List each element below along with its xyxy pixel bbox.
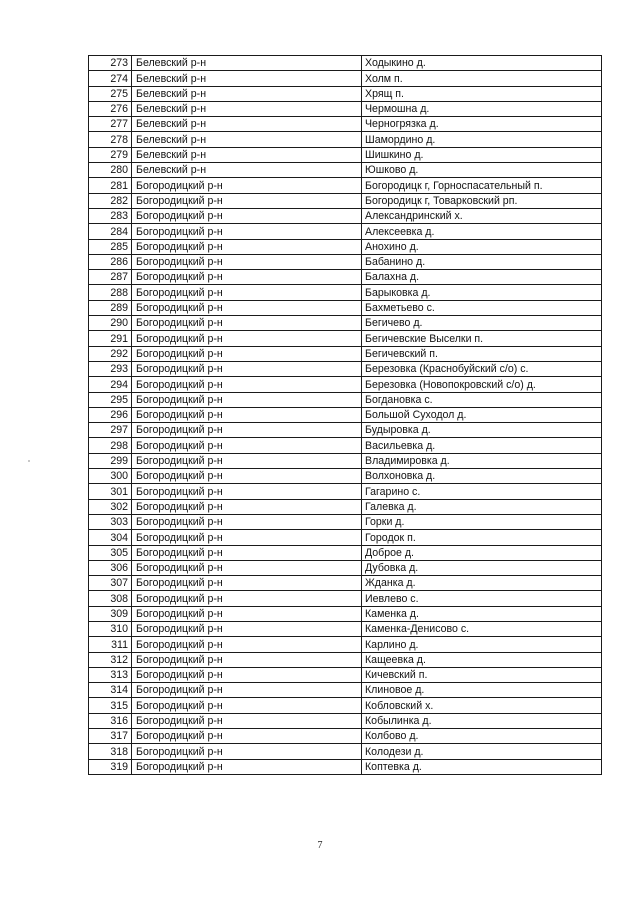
row-number-cell: 294: [89, 377, 132, 392]
table-row: [89, 407, 602, 422]
row-number-cell: 311: [89, 637, 132, 652]
district-cell: Белевский р-н: [132, 101, 362, 116]
locality-cell: Колбово д.: [362, 729, 602, 744]
table-row: [89, 270, 602, 285]
table-row: [89, 744, 602, 759]
district-cell: Богородицкий р-н: [132, 239, 362, 254]
locality-cell: Бахметьево с.: [362, 300, 602, 315]
table-row: [89, 239, 602, 254]
row-number-cell: 281: [89, 178, 132, 193]
locality-cell: Каменка-Денисово с.: [362, 621, 602, 636]
district-cell: Богородицкий р-н: [132, 530, 362, 545]
table-row: [89, 423, 602, 438]
row-number-cell: 286: [89, 254, 132, 269]
district-cell: Богородицкий р-н: [132, 484, 362, 499]
locality-cell: Бегичевские Выселки п.: [362, 331, 602, 346]
district-cell: Белевский р-н: [132, 86, 362, 101]
row-number-cell: 314: [89, 683, 132, 698]
locality-cell: Бегичево д.: [362, 316, 602, 331]
row-number-cell: 275: [89, 86, 132, 101]
table-row: [89, 285, 602, 300]
locality-cell: Чермошна д.: [362, 101, 602, 116]
district-cell: Богородицкий р-н: [132, 316, 362, 331]
district-cell: Богородицкий р-н: [132, 193, 362, 208]
district-cell: Богородицкий р-н: [132, 744, 362, 759]
district-cell: Богородицкий р-н: [132, 698, 362, 713]
row-number-cell: 279: [89, 147, 132, 162]
table-row: [89, 713, 602, 728]
table-row: [89, 316, 602, 331]
table-row: [89, 438, 602, 453]
table-row: [89, 698, 602, 713]
row-number-cell: 302: [89, 499, 132, 514]
row-number-cell: 290: [89, 316, 132, 331]
locality-cell: Александринский х.: [362, 208, 602, 223]
table-row: [89, 117, 602, 132]
table-row: [89, 499, 602, 514]
row-number-cell: 293: [89, 361, 132, 376]
locality-cell: Кобылинка д.: [362, 713, 602, 728]
row-number-cell: 284: [89, 224, 132, 239]
locality-cell: Дубовка д.: [362, 560, 602, 575]
district-cell: Богородицкий р-н: [132, 285, 362, 300]
district-cell: Богородицкий р-н: [132, 545, 362, 560]
table-row: [89, 71, 602, 86]
district-cell: Богородицкий р-н: [132, 392, 362, 407]
row-number-cell: 304: [89, 530, 132, 545]
row-number-cell: 292: [89, 346, 132, 361]
row-number-cell: 297: [89, 423, 132, 438]
row-number-cell: 310: [89, 621, 132, 636]
district-cell: Богородицкий р-н: [132, 514, 362, 529]
row-number-cell: 282: [89, 193, 132, 208]
locality-cell: Шишкино д.: [362, 147, 602, 162]
locality-cell: Березовка (Краснобуйский с/о) с.: [362, 361, 602, 376]
row-number-cell: 288: [89, 285, 132, 300]
district-cell: Богородицкий р-н: [132, 438, 362, 453]
row-number-cell: 318: [89, 744, 132, 759]
table-row: [89, 652, 602, 667]
row-number-cell: 305: [89, 545, 132, 560]
district-cell: Белевский р-н: [132, 163, 362, 178]
district-cell: Богородицкий р-н: [132, 606, 362, 621]
table-row: [89, 545, 602, 560]
row-number-cell: 312: [89, 652, 132, 667]
table-row: [89, 514, 602, 529]
district-cell: Богородицкий р-н: [132, 453, 362, 468]
locality-cell: Гагарино с.: [362, 484, 602, 499]
table-row: [89, 392, 602, 407]
table-row: [89, 346, 602, 361]
row-number-cell: 299: [89, 453, 132, 468]
locality-cell: Карлино д.: [362, 637, 602, 652]
district-cell: Белевский р-н: [132, 117, 362, 132]
district-cell: Богородицкий р-н: [132, 560, 362, 575]
locality-cell: Шамордино д.: [362, 132, 602, 147]
row-number-cell: 308: [89, 591, 132, 606]
locality-cell: Балахна д.: [362, 270, 602, 285]
locality-cell: Галевка д.: [362, 499, 602, 514]
table-row: [89, 86, 602, 101]
row-number-cell: 277: [89, 117, 132, 132]
district-cell: Богородицкий р-н: [132, 361, 362, 376]
table-row: [89, 224, 602, 239]
table-row: [89, 560, 602, 575]
district-cell: Белевский р-н: [132, 132, 362, 147]
row-number-cell: 296: [89, 407, 132, 422]
locality-cell: Доброе д.: [362, 545, 602, 560]
row-number-cell: 276: [89, 101, 132, 116]
district-cell: Белевский р-н: [132, 147, 362, 162]
scan-speck: [28, 460, 30, 462]
table-row: [89, 208, 602, 223]
district-cell: Богородицкий р-н: [132, 667, 362, 682]
locality-cell: Кобловский х.: [362, 698, 602, 713]
locality-cell: Холм п.: [362, 71, 602, 86]
locality-cell: Кичевский п.: [362, 667, 602, 682]
table-row: [89, 56, 602, 71]
district-cell: Богородицкий р-н: [132, 469, 362, 484]
table-row: [89, 591, 602, 606]
district-cell: Белевский р-н: [132, 56, 362, 71]
district-cell: Богородицкий р-н: [132, 178, 362, 193]
table-row: [89, 484, 602, 499]
district-cell: Богородицкий р-н: [132, 683, 362, 698]
locality-cell: Черногрязка д.: [362, 117, 602, 132]
row-number-cell: 295: [89, 392, 132, 407]
row-number-cell: 285: [89, 239, 132, 254]
table-row: [89, 147, 602, 162]
row-number-cell: 300: [89, 469, 132, 484]
table-row: [89, 193, 602, 208]
row-number-cell: 291: [89, 331, 132, 346]
row-number-cell: 298: [89, 438, 132, 453]
locality-cell: Каменка д.: [362, 606, 602, 621]
table-row: [89, 300, 602, 315]
row-number-cell: 306: [89, 560, 132, 575]
locality-cell: Анохино д.: [362, 239, 602, 254]
district-cell: Богородицкий р-н: [132, 331, 362, 346]
district-cell: Богородицкий р-н: [132, 621, 362, 636]
row-number-cell: 289: [89, 300, 132, 315]
table-row: [89, 331, 602, 346]
locality-cell: Клиновое д.: [362, 683, 602, 698]
row-number-cell: 307: [89, 576, 132, 591]
locality-cell: Волхоновка д.: [362, 469, 602, 484]
district-cell: Богородицкий р-н: [132, 208, 362, 223]
table-row: [89, 178, 602, 193]
locality-cell: Березовка (Новопокровский с/о) д.: [362, 377, 602, 392]
table-row: [89, 254, 602, 269]
row-number-cell: 317: [89, 729, 132, 744]
locality-cell: Горки д.: [362, 514, 602, 529]
locality-cell: Богородицк г, Товарковский рп.: [362, 193, 602, 208]
settlements-table-body: [89, 56, 602, 775]
district-cell: Богородицкий р-н: [132, 300, 362, 315]
district-cell: Богородицкий р-н: [132, 499, 362, 514]
locality-cell: Юшково д.: [362, 163, 602, 178]
district-cell: Богородицкий р-н: [132, 637, 362, 652]
locality-cell: Богдановка с.: [362, 392, 602, 407]
table-row: [89, 576, 602, 591]
table-row: [89, 683, 602, 698]
row-number-cell: 319: [89, 759, 132, 774]
row-number-cell: 309: [89, 606, 132, 621]
row-number-cell: 301: [89, 484, 132, 499]
table-row: [89, 469, 602, 484]
locality-cell: Городок п.: [362, 530, 602, 545]
row-number-cell: 303: [89, 514, 132, 529]
page-number: 7: [317, 840, 323, 851]
district-cell: Богородицкий р-н: [132, 713, 362, 728]
district-cell: Богородицкий р-н: [132, 407, 362, 422]
locality-cell: Бегичевский п.: [362, 346, 602, 361]
locality-cell: Коптевка д.: [362, 759, 602, 774]
locality-cell: Кащеевка д.: [362, 652, 602, 667]
table-row: [89, 667, 602, 682]
row-number-cell: 274: [89, 71, 132, 86]
locality-cell: Ходыкино д.: [362, 56, 602, 71]
locality-cell: Иевлево с.: [362, 591, 602, 606]
table-row: [89, 637, 602, 652]
district-cell: Богородицкий р-н: [132, 591, 362, 606]
table-row: [89, 759, 602, 774]
table-row: [89, 729, 602, 744]
table-row: [89, 621, 602, 636]
table-row: [89, 530, 602, 545]
row-number-cell: 273: [89, 56, 132, 71]
locality-cell: Жданка д.: [362, 576, 602, 591]
row-number-cell: 287: [89, 270, 132, 285]
row-number-cell: 283: [89, 208, 132, 223]
table-row: [89, 606, 602, 621]
locality-cell: Барыковка д.: [362, 285, 602, 300]
locality-cell: Богородицк г, Горноспасательный п.: [362, 178, 602, 193]
district-cell: Богородицкий р-н: [132, 254, 362, 269]
locality-cell: Будыровка д.: [362, 423, 602, 438]
table-row: [89, 361, 602, 376]
table-row: [89, 377, 602, 392]
district-cell: Богородицкий р-н: [132, 652, 362, 667]
locality-cell: Колодези д.: [362, 744, 602, 759]
row-number-cell: 313: [89, 667, 132, 682]
row-number-cell: 280: [89, 163, 132, 178]
table-row: [89, 132, 602, 147]
district-cell: Богородицкий р-н: [132, 270, 362, 285]
district-cell: Богородицкий р-н: [132, 346, 362, 361]
district-cell: Богородицкий р-н: [132, 729, 362, 744]
row-number-cell: 278: [89, 132, 132, 147]
locality-cell: Бабанино д.: [362, 254, 602, 269]
row-number-cell: 315: [89, 698, 132, 713]
district-cell: Богородицкий р-н: [132, 224, 362, 239]
locality-cell: Васильевка д.: [362, 438, 602, 453]
district-cell: Белевский р-н: [132, 71, 362, 86]
table-row: [89, 453, 602, 468]
row-number-cell: 316: [89, 713, 132, 728]
district-cell: Богородицкий р-н: [132, 423, 362, 438]
locality-cell: Владимировка д.: [362, 453, 602, 468]
locality-cell: Хрящ п.: [362, 86, 602, 101]
settlements-table: [88, 55, 602, 775]
district-cell: Богородицкий р-н: [132, 377, 362, 392]
district-cell: Богородицкий р-н: [132, 759, 362, 774]
locality-cell: Алексеевка д.: [362, 224, 602, 239]
locality-cell: Большой Суходол д.: [362, 407, 602, 422]
table-row: [89, 163, 602, 178]
table-row: [89, 101, 602, 116]
district-cell: Богородицкий р-н: [132, 576, 362, 591]
